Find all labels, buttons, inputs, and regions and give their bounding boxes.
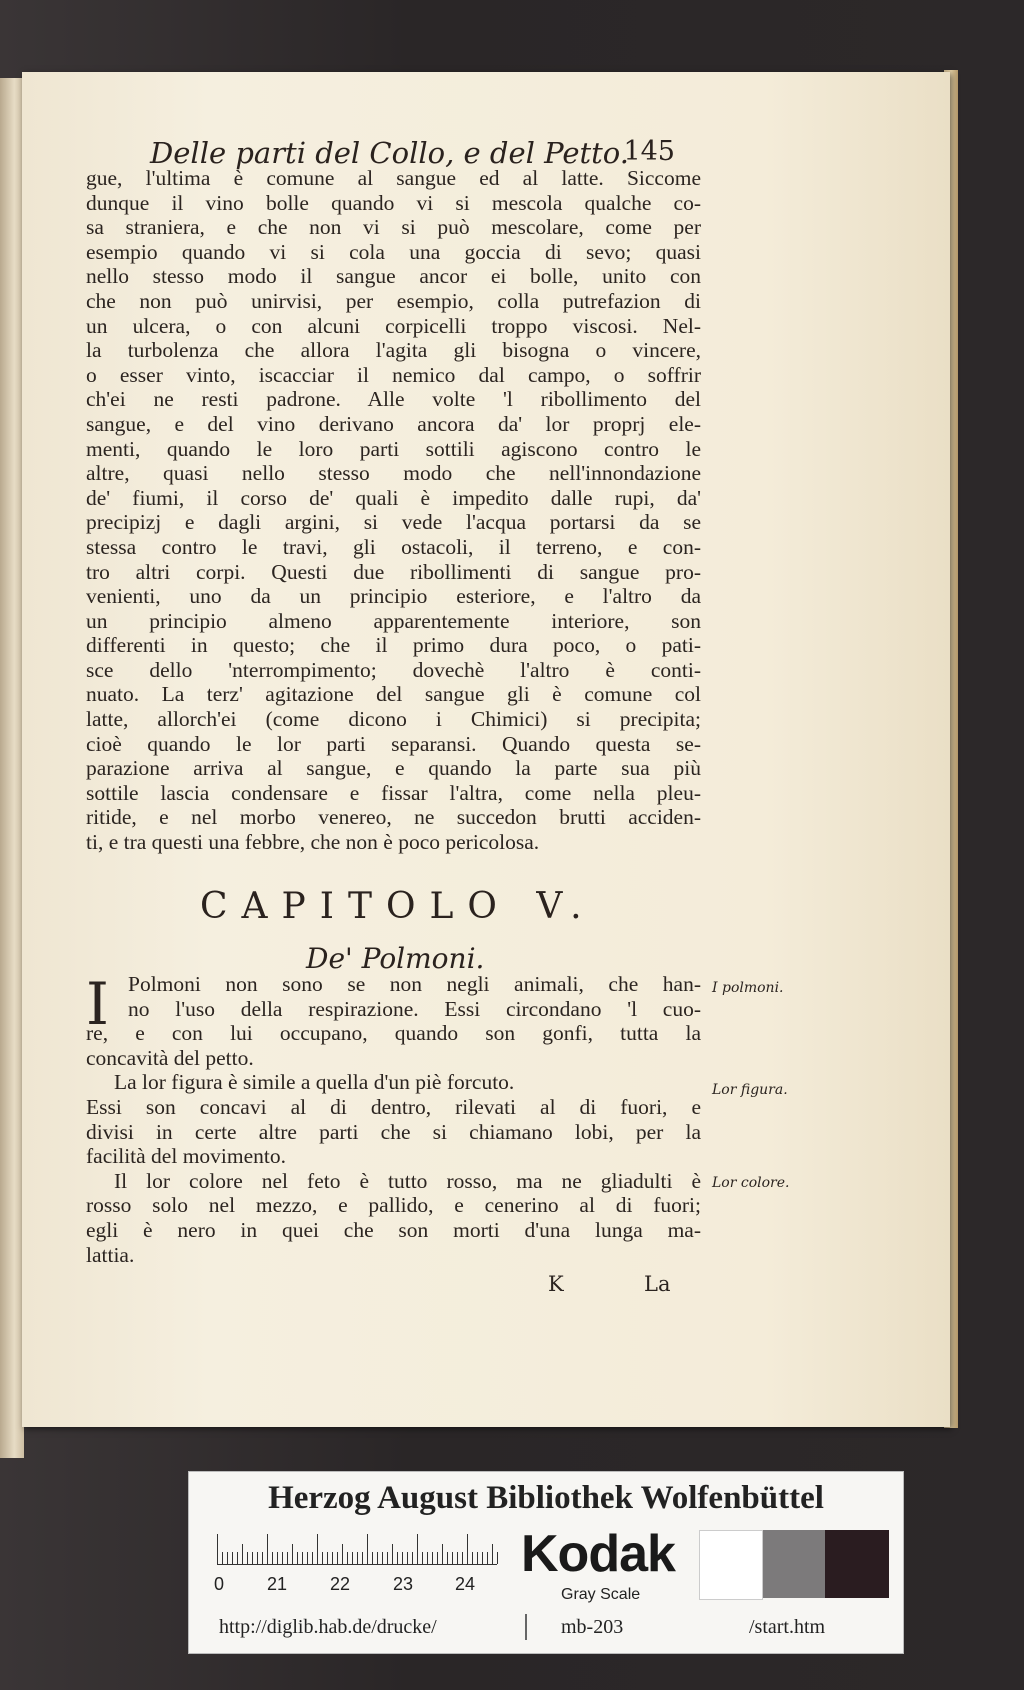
ruler-tick — [417, 1534, 418, 1564]
ruler-tick — [297, 1552, 298, 1564]
ruler-tick — [467, 1534, 468, 1564]
text-line: gue, l'ultima è comune al sangue ed al latte. Siccome — [86, 166, 701, 190]
ruler-tick — [292, 1544, 293, 1564]
text-line: latte, allorch'ei (come dicono i Chimici) si precipita; — [86, 707, 701, 732]
text-line: cioè quando le lor parti separansi. Quando questa se- — [86, 731, 701, 756]
ruler-tick — [422, 1552, 423, 1564]
ruler-tick — [227, 1552, 228, 1564]
text-line: precipizj e dagli argini, si vede l'acqua portarsi da se — [86, 510, 701, 535]
ruler-tick — [267, 1534, 268, 1564]
text-line: Polmoni non sono se non negli animali, che han- — [128, 972, 701, 996]
url-right: /start.htm — [749, 1616, 826, 1638]
text-line: Il lor colore nel feto è tutto rosso, ma ne gliadulti è — [114, 1168, 701, 1193]
text-line: concavità del petto. — [86, 1045, 254, 1070]
text-line: un ulcera, o con alcuni corpicelli troppo viscosi. Nel- — [86, 313, 701, 338]
text-line: Essi son concavi al di dentro, rilevati al di fuori, e — [86, 1094, 701, 1119]
drop-capital: I — [86, 970, 109, 1038]
ruler-tick — [397, 1552, 398, 1564]
ruler-tick — [497, 1552, 498, 1564]
ruler-tick — [312, 1552, 313, 1564]
text-line: o esser vinto, iscacciar il nemico dal campo, o soffrir — [86, 362, 701, 387]
ruler-tick — [272, 1552, 273, 1564]
ruler-tick — [482, 1552, 483, 1564]
body-text — [86, 166, 701, 855]
ruler-tick — [342, 1544, 343, 1564]
text-line: venienti, uno da un principio esteriore, e l'altro da — [86, 584, 701, 609]
ruler-tick — [327, 1552, 328, 1564]
text-line: la turbolenza che allora l'agita gli bisogna o vincere, — [86, 338, 701, 363]
text-line: re, e con lui occupano, quando son gonfi, tutta la — [86, 1021, 701, 1046]
ruler-tick — [337, 1552, 338, 1564]
text-line: dunque il vino bolle quando vi si mescola qualche co- — [86, 190, 701, 215]
ruler-tick — [427, 1552, 428, 1564]
text-line: sa straniera, e che non vi si può mescolare, come per — [86, 215, 701, 240]
ruler-tick — [492, 1544, 493, 1564]
signature-mark: K — [548, 1272, 564, 1296]
ruler-tick — [432, 1552, 433, 1564]
ruler-tick — [382, 1552, 383, 1564]
ruler-tick — [257, 1552, 258, 1564]
ruler-tick — [347, 1552, 348, 1564]
margin-note-figura: Lor figura. — [712, 1082, 788, 1098]
text-line: esempio quando vi si cola una goccia di sevo; quasi — [86, 239, 701, 264]
ruler-tick — [237, 1552, 238, 1564]
ruler-label: 22 — [330, 1574, 351, 1594]
margin-note-colore: Lor colore. — [712, 1175, 790, 1191]
ruler-tick — [277, 1552, 278, 1564]
ruler-tick — [392, 1544, 393, 1564]
ruler-tick — [222, 1552, 223, 1564]
gray-scale-label: Gray Scale — [561, 1586, 641, 1603]
url-row — [189, 1616, 903, 1644]
ruler-tick — [317, 1534, 318, 1564]
ruler-tick — [487, 1552, 488, 1564]
text-line: divisi in certe altre parti che si chiamano lobi, per la — [86, 1119, 701, 1144]
left-page-edge — [0, 78, 24, 1458]
text-line: nuato. La terz' agitazione del sangue gli è comune col — [86, 682, 701, 707]
ruler-label: 23 — [393, 1574, 414, 1594]
text-line: La lor figura è simile a quella d'un piè forcuto. — [114, 1070, 515, 1095]
ruler-label: 21 — [267, 1574, 288, 1594]
page-number: 145 — [623, 136, 675, 167]
ruler-tick — [302, 1552, 303, 1564]
ruler-tick — [367, 1534, 368, 1564]
section-title: De' Polmoni. — [306, 942, 485, 975]
ruler-tick — [377, 1552, 378, 1564]
catchword: La — [644, 1272, 671, 1296]
url-left: http://diglib.hab.de/drucke/ — [219, 1616, 437, 1638]
ruler-tick — [322, 1552, 323, 1564]
ruler-tick — [477, 1552, 478, 1564]
ruler-ticks — [217, 1534, 497, 1565]
text-line: de' fiumi, il corso de' quali è impedito dalle rupi, da' — [86, 485, 701, 510]
text-line: sangue, e del vino derivano ancora da' lor proprj ele- — [86, 411, 701, 436]
shelfmark: mb-203 — [561, 1616, 624, 1638]
text-line: facilità del movimento. — [86, 1144, 287, 1169]
text-line: ritide, e nel morbo venereo, ne succedon brutti acciden- — [86, 805, 701, 830]
text-line: altre, quasi nello stesso modo che nell'innondazione — [86, 461, 701, 486]
ruler-tick — [252, 1552, 253, 1564]
black-swatch — [825, 1530, 889, 1598]
ruler-tick — [307, 1552, 308, 1564]
kodak-logo: Kodak — [521, 1525, 675, 1583]
library-name: Herzog August Bibliothek Wolfenbüttel — [268, 1480, 824, 1516]
ruler-label: 24 — [455, 1574, 476, 1594]
text-line: lattia. — [86, 1242, 135, 1267]
ruler-tick — [407, 1552, 408, 1564]
text-line: stessa contro le travi, gli ostacoli, il terreno, e con- — [86, 534, 701, 559]
ruler-tick — [217, 1534, 218, 1564]
text-line: no l'uso della respirazione. Essi circondano 'l cuo- — [128, 996, 701, 1021]
ruler-tick — [287, 1552, 288, 1564]
ruler-tick — [457, 1552, 458, 1564]
text-line: nello stesso modo il sangue ancor ei bolle, unito con — [86, 264, 701, 289]
text-line: rosso solo nel mezzo, e pallido, e cenerino al di fuori; — [86, 1193, 701, 1218]
ruler-tick — [357, 1552, 358, 1564]
color-target-card — [188, 1471, 904, 1654]
white-swatch — [699, 1530, 763, 1600]
gray-swatch — [763, 1530, 825, 1598]
ruler-tick — [437, 1552, 438, 1564]
ruler-tick — [442, 1544, 443, 1564]
ruler-tick — [282, 1552, 283, 1564]
ruler-tick — [247, 1552, 248, 1564]
ruler-tick — [472, 1552, 473, 1564]
ruler-tick — [447, 1552, 448, 1564]
text-line: sottile lascia condensare e fissar l'altra, come nella pleu- — [86, 780, 701, 805]
ruler-tick — [452, 1552, 453, 1564]
ruler-tick — [402, 1552, 403, 1564]
ruler-tick — [412, 1552, 413, 1564]
url-separator — [525, 1614, 527, 1640]
text-line: tro altri corpi. Questi due ribollimenti di sangue pro- — [86, 559, 701, 584]
text-line: ti, e tra questi una febbre, che non è poco pericolosa. — [86, 830, 540, 855]
text-line: ch'ei ne resti padrone. Alle volte 'l ribollimento del — [86, 387, 701, 412]
chapter-heading: CAPITOLO V. — [200, 886, 596, 927]
ruler-tick — [262, 1552, 263, 1564]
section-text — [86, 972, 701, 1267]
text-line: egli è nero in quei che son morti d'una lunga ma- — [86, 1217, 701, 1242]
ruler-tick — [372, 1552, 373, 1564]
ruler-tick — [232, 1552, 233, 1564]
scale-ruler — [214, 1534, 497, 1594]
running-title: Delle parti del Collo, e del Petto. — [150, 136, 629, 170]
text-line: menti, quando le loro parti sottili agiscono contro le — [86, 436, 701, 461]
ruler-tick — [242, 1544, 243, 1564]
text-line: che non può unirvisi, per esempio, colla putrefazion di — [86, 288, 701, 313]
text-line: sce dello 'nterrompimento; dovechè l'altro è conti- — [86, 657, 701, 682]
ruler-tick — [462, 1552, 463, 1564]
text-line: un principio almeno apparentemente interiore, son — [86, 608, 701, 633]
ruler-tick — [387, 1552, 388, 1564]
text-line: parazione arriva al sangue, e quando la parte sua più — [86, 756, 701, 781]
ruler-tick — [362, 1552, 363, 1564]
ruler-tick — [332, 1552, 333, 1564]
ruler-label: 0 — [214, 1574, 225, 1594]
margin-note-polmoni: I polmoni. — [712, 980, 784, 996]
text-line: differenti in questo; che il primo dura poco, o pati- — [86, 633, 701, 658]
ruler-labels — [214, 1574, 497, 1596]
ruler-tick — [352, 1552, 353, 1564]
